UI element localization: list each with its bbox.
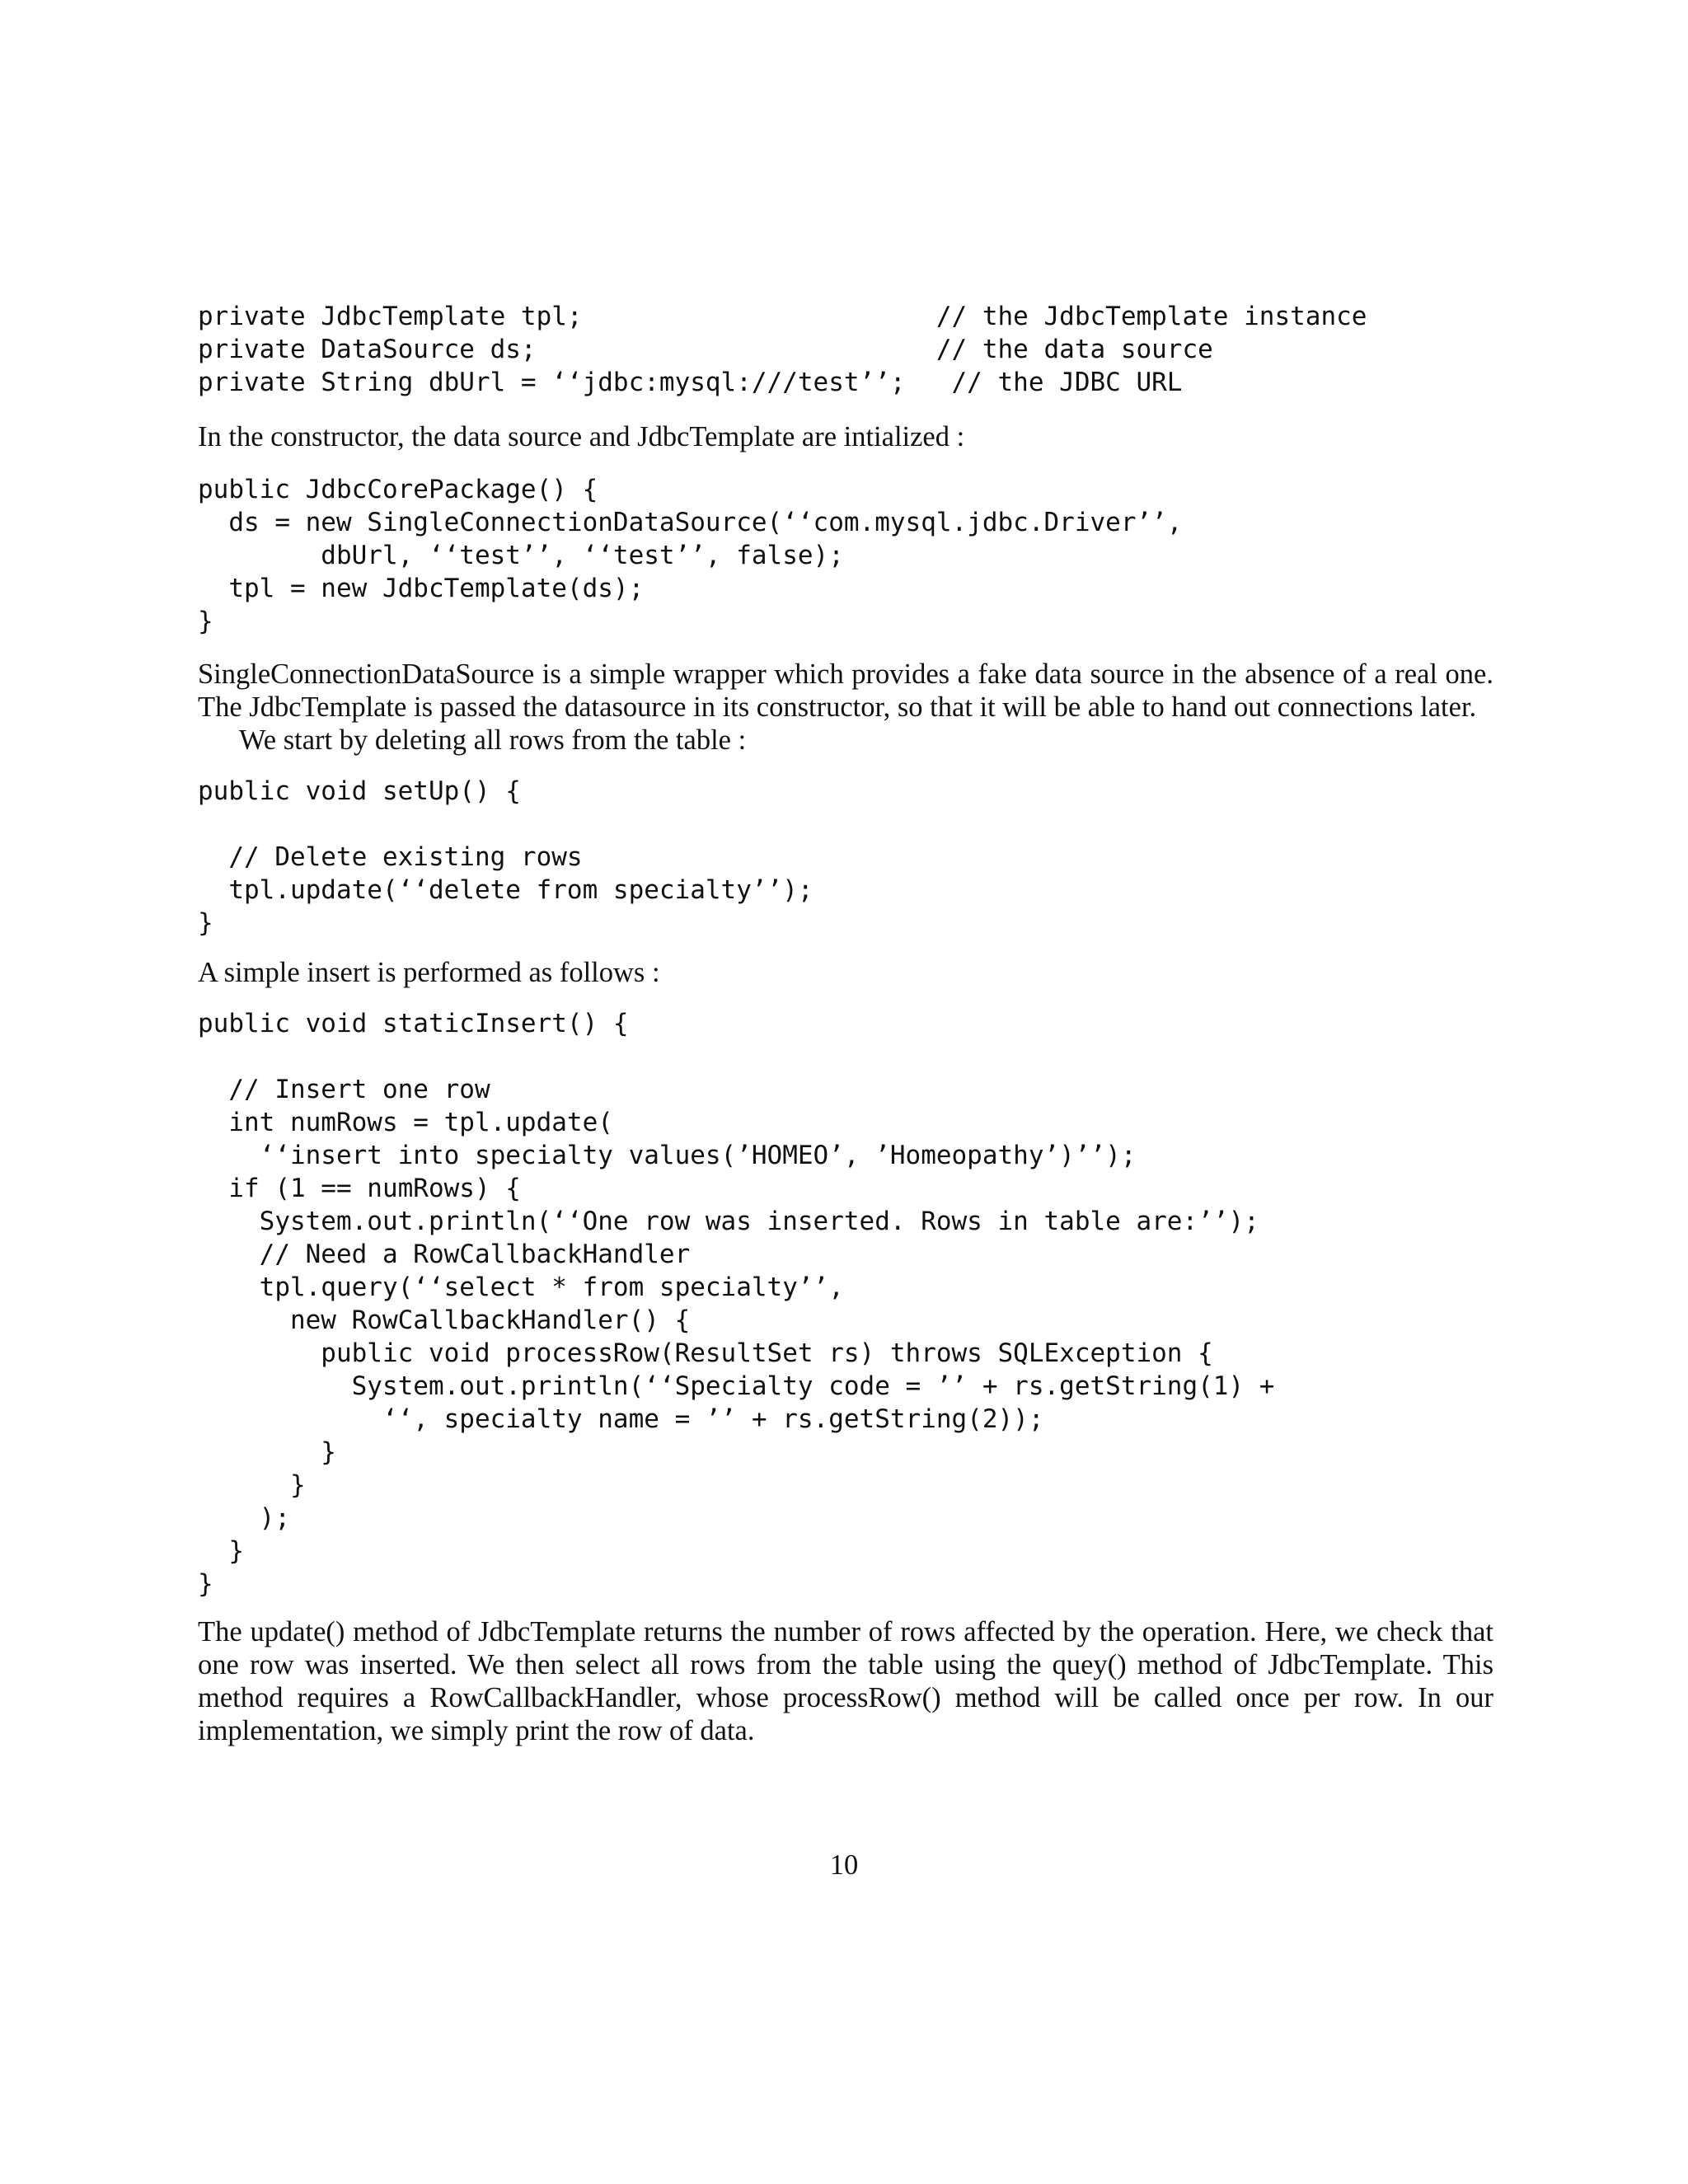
document-page (198, 300, 1493, 1747)
paragraph-single-connection: SingleConnectionDataSource is a simple wrapper which provides a fake data source in the absence of a real one. The JdbcTemplate is passed the datasource in its constructor, so that it will be able to hand out connections later. (198, 658, 1493, 723)
paragraph-update-explanation: The update() method of JdbcTemplate returns the number of rows affected by the operation. Here, we check that one row was inserted. We then select all rows from the table using the quey() method of JdbcTemplate. This method requires a RowCallbackHandler, whose processRow() method will be called once per row. In our implementation, we simply print the row of data. (198, 1616, 1493, 1746)
paragraph-insert-intro: A simple insert is performed as follows : (198, 957, 660, 988)
page-number: 10 (829, 1849, 859, 1881)
code-block-declarations: private JdbcTemplate tpl; // the JdbcTemplate instance private DataSource ds; // the data source private String dbUrl = ‘‘jdbc:mysql:///test’’; // the JDBC URL (198, 302, 1367, 397)
code-block-static-insert: public void staticInsert() { // Insert one row int numRows = tpl.update( ‘‘insert into specialty values(’HOMEO’, ’Homeopathy’)’’); if (1 == numRows) { System.out.println(‘‘One row was inserted. Rows in table are:’’); // Need a RowCallbackHandler tpl.query(‘‘select * from specialty’’, new RowCallbackHandler() { public void processRow(ResultSet rs) throws SQLException { System.out.println(‘‘Specialty code = ’’ + rs.getString(1) + ‘‘, specialty name = ’’ + rs.getString(2)); } } ); } } (198, 1009, 1275, 1599)
paragraph-delete-intro: We start by deleting all rows from the table : (239, 724, 747, 756)
code-block-setup: public void setUp() { // Delete existing rows tpl.update(‘‘delete from specialty’’); } (198, 776, 814, 938)
paragraph-constructor-intro: In the constructor, the data source and JdbcTemplate are intialized : (198, 421, 965, 452)
code-block-constructor: public JdbcCorePackage() { ds = new SingleConnectionDataSource(‘‘com.mysql.jdbc.Driver’’, dbUrl, ‘‘test’’, ‘‘test’’, false); tpl = new JdbcTemplate(ds); } (198, 475, 1183, 636)
